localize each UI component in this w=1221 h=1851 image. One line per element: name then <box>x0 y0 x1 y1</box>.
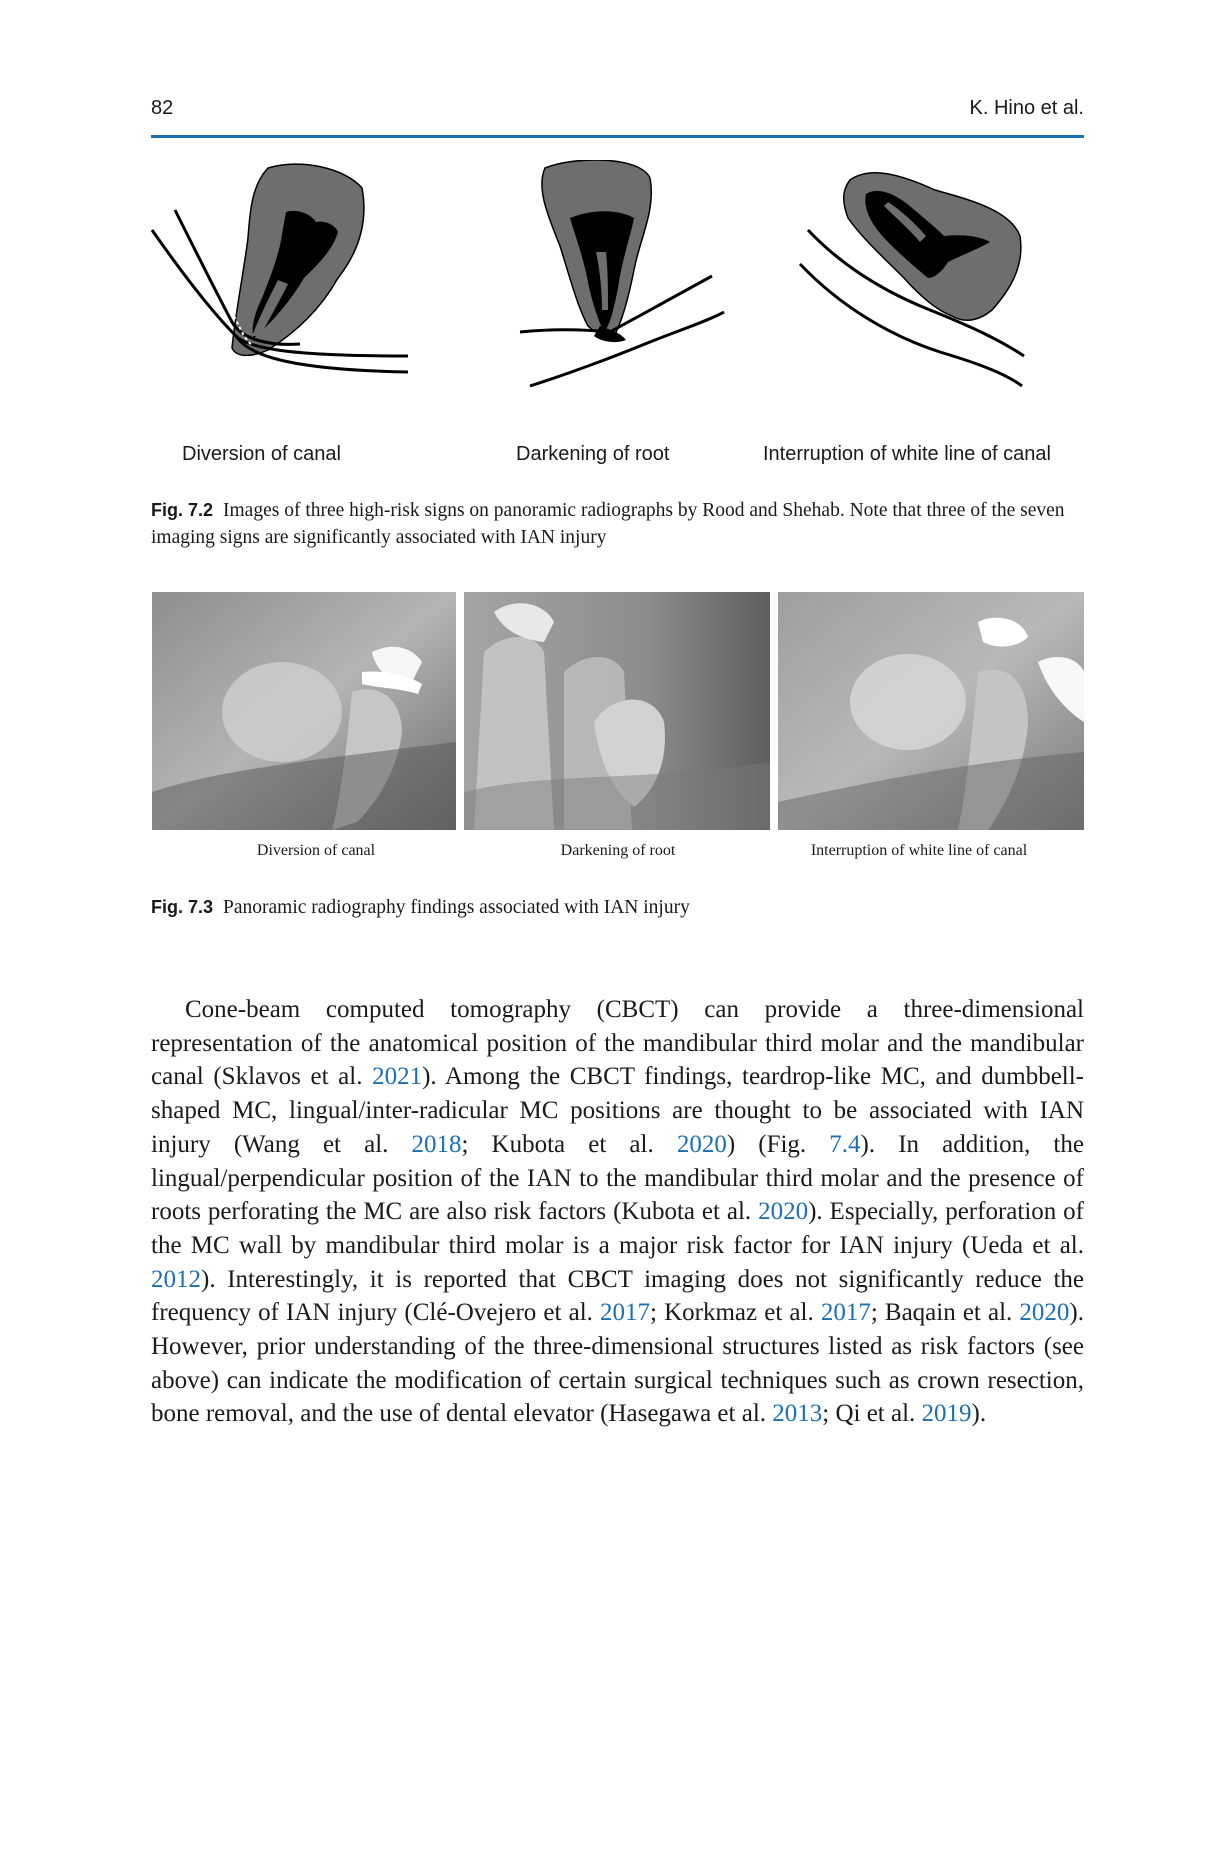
header-rule <box>151 135 1084 138</box>
text-run: ) (Fig. <box>726 1130 830 1158</box>
citation-link[interactable]: 2013 <box>772 1400 823 1428</box>
text-run: ; Kubota et al. <box>461 1130 677 1158</box>
page-number: 82 <box>151 97 174 119</box>
figure-7-3-caption <box>151 894 1084 921</box>
radiograph-interruption-of-white-line <box>778 592 1084 830</box>
interruption-of-white-line-drawing <box>800 173 1024 386</box>
figure-7-3-number: Fig. 7.3 <box>151 897 214 917</box>
figure-7-2-drawings <box>0 160 1221 480</box>
citation-link[interactable]: 2017 <box>600 1299 651 1327</box>
diversion-of-canal-drawing <box>152 164 408 372</box>
body-text <box>151 993 1084 1431</box>
text-run: ). However, prior understanding of the three-dimensional structures listed as risk factors (see above) can indicate the modification of certain surgical techniques such as crown resection, bone removal, and the use of dental elevator (Hasegawa et al. <box>151 1299 1084 1428</box>
text-run: ). Interestingly, it is reported that CBCT imaging does not significantly reduce the frequency of IAN injury (Clé-Ovejero et al. <box>151 1265 1084 1327</box>
figure-7-2-caption <box>151 497 1084 551</box>
citation-link[interactable]: 2021 <box>372 1063 423 1091</box>
figure-7-2-number: Fig. 7.2 <box>151 500 214 520</box>
text-run: ; Baqain et al. <box>870 1299 1020 1327</box>
text-run: ; Qi et al. <box>822 1400 922 1428</box>
figure-7-3-label-2: Darkening of root <box>560 842 676 859</box>
citation-link[interactable]: 2012 <box>151 1265 201 1293</box>
text-run: ). Especially, perforation of the MC wall by mandibular third molar is a major risk factor for IAN injury (Ueda et al. <box>151 1198 1084 1259</box>
citation-link[interactable]: 2020 <box>1019 1299 1070 1327</box>
figure-7-3-label-1: Diversion of canal <box>256 842 376 859</box>
radiograph-diversion-of-canal <box>152 592 456 830</box>
citation-link[interactable]: 2020 <box>676 1130 727 1158</box>
figure-7-2-label-1: Diversion of canal <box>182 443 341 465</box>
text-run: ). In addition, the lingual/perpendicular position of the IAN to the mandibular third molar and the presence of roots perforating the MC are also risk factors (Kubota et al. <box>151 1130 1084 1226</box>
figure-link[interactable]: 7.4 <box>829 1130 861 1158</box>
citation-link[interactable]: 2020 <box>758 1198 809 1226</box>
body-paragraph <box>151 993 1084 1431</box>
figure-7-2-label-3: Interruption of white line of canal <box>763 443 1051 465</box>
text-run: ). Among the CBCT findings, teardrop-like MC, and dumbbell-shaped MC, lingual/inter-radicular MC positions are thought to be associated with IAN injury (Wang et al. <box>151 1063 1085 1158</box>
figure-7-3-caption-text: Panoramic radiography findings associated with IAN injury <box>223 897 690 918</box>
figure-7-2-caption-text: Images of three high-risk signs on panoramic radiographs by Rood and Shehab. Note that three of the seven imaging signs are significantly associated with IAN injury <box>151 500 1065 548</box>
text-run: ; Korkmaz et al. <box>650 1299 821 1327</box>
running-head <box>151 97 1084 137</box>
darkening-of-root-drawing <box>520 160 724 386</box>
radiograph-darkening-of-root <box>464 592 770 830</box>
running-author: K. Hino et al. <box>969 97 1084 119</box>
text-run: Cone-beam computed tomography (CBCT) can provide a three-dimensional representation of the anatomical position of the mandibular third molar and the mandibular canal (Sklavos et al. <box>151 996 1084 1091</box>
figure-7-2 <box>0 160 1221 480</box>
figure-7-2-label-2: Darkening of root <box>516 443 670 465</box>
citation-link[interactable]: 2019 <box>921 1400 972 1428</box>
citation-link[interactable]: 2017 <box>820 1299 871 1327</box>
figure-7-3-label-3: Interruption of white line of canal <box>810 842 1028 859</box>
citation-link[interactable]: 2018 <box>411 1130 462 1158</box>
text-run: ). <box>971 1400 987 1428</box>
